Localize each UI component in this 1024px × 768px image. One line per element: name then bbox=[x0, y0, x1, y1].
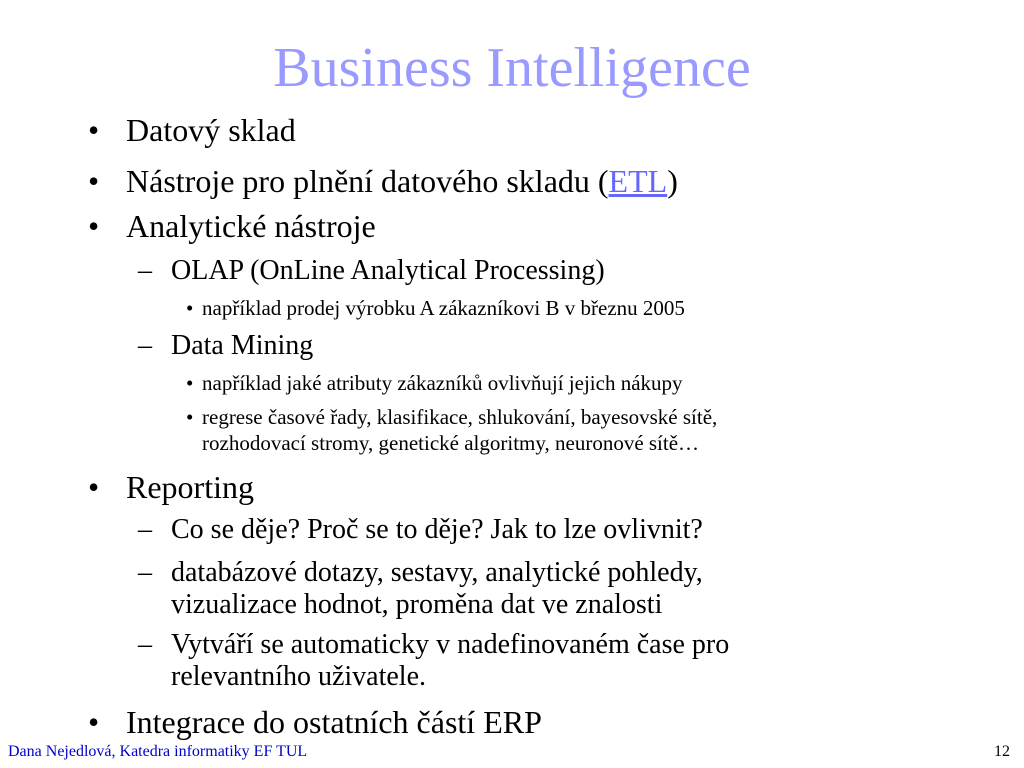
bullet-marker: • bbox=[88, 163, 100, 199]
subsubitem-mining-metody: regrese časové řady, klasifikace, shlukování, bayesovské sítě, bbox=[202, 405, 718, 429]
bullet-item-nastroje-plneni bbox=[126, 163, 678, 199]
bullet-marker: • bbox=[186, 405, 194, 429]
bullet-marker: • bbox=[186, 296, 194, 320]
dash-marker: – bbox=[138, 255, 152, 286]
bullet-item-reporting: Reporting bbox=[126, 469, 254, 505]
bullet-marker: • bbox=[88, 704, 100, 740]
bullet-marker: • bbox=[88, 469, 100, 505]
subitem-reporting-automaticky: Vytváří se automaticky v nadefinovaném čase pro bbox=[171, 629, 730, 660]
subsubitem-mining-priklad: například jaké atributy zákazníků ovlivňují jejich nákupy bbox=[202, 371, 683, 395]
bullet-item-text: ) bbox=[667, 163, 678, 199]
bullet-item-analyticke-nastroje: Analytické nástroje bbox=[126, 208, 376, 244]
dash-marker: – bbox=[138, 557, 152, 588]
subitem-reporting-otazky: Co se děje? Proč se to děje? Jak to lze ovlivnit? bbox=[171, 514, 703, 545]
subitem-reporting-automaticky-continuation: relevantního uživatele. bbox=[171, 661, 426, 692]
dash-marker: – bbox=[138, 629, 152, 660]
bullet-marker: • bbox=[186, 371, 194, 395]
footer-author: Dana Nejedlová, Katedra informatiky EF TUL bbox=[8, 743, 308, 760]
subsubitem-mining-metody-continuation: rozhodovací stromy, genetické algoritmy, neuronové sítě… bbox=[202, 431, 700, 455]
etl-link[interactable]: ETL bbox=[608, 163, 668, 199]
subitem-reporting-dotazy-continuation: vizualizace hodnot, proměna dat ve znalosti bbox=[171, 589, 663, 620]
subsubitem-olap-priklad: například prodej výrobku A zákazníkovi B v březnu 2005 bbox=[202, 296, 685, 320]
subitem-reporting-dotazy: databázové dotazy, sestavy, analytické pohledy, bbox=[171, 557, 703, 588]
dash-marker: – bbox=[138, 330, 152, 361]
bullet-marker: • bbox=[88, 112, 100, 148]
page-number: 12 bbox=[994, 743, 1010, 760]
subitem-data-mining: Data Mining bbox=[171, 330, 314, 361]
dash-marker: – bbox=[138, 514, 152, 545]
bullet-marker: • bbox=[88, 208, 100, 244]
bullet-item-integrace-erp: Integrace do ostatních částí ERP bbox=[126, 704, 542, 740]
slide-title: Business Intelligence bbox=[273, 37, 751, 99]
bullet-item-datovy-sklad: Datový sklad bbox=[126, 112, 296, 148]
bullet-item-text: Nástroje pro plnění datového skladu ( bbox=[126, 163, 609, 199]
subitem-olap: OLAP (OnLine Analytical Processing) bbox=[171, 255, 605, 286]
